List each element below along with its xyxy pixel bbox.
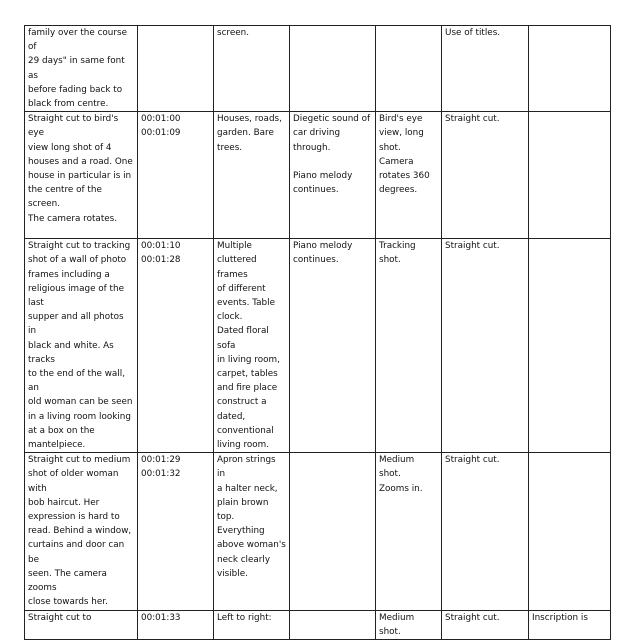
mise-en-scene-cell: screen. <box>214 26 290 112</box>
mise-en-scene-cell: Left to right: <box>214 610 290 639</box>
mise-en-scene-cell: Houses, roads, garden. Bare trees. <box>214 112 290 239</box>
editing-cell: Straight cut. <box>442 239 529 453</box>
camera-cell: Medium shot. Zooms in. <box>376 453 442 610</box>
shot-description-cell: Straight cut to <box>25 610 138 639</box>
table-row <box>25 453 611 610</box>
camera-cell: Tracking shot. <box>376 239 442 453</box>
sound-cell <box>290 26 376 112</box>
mise-en-scene-cell: Multiple cluttered frames of different events. Table clock. Dated floral sofa in living room, carpet, tables and fire place construct a dated, conventional living room. <box>214 239 290 453</box>
sound-cell: Diegetic sound of car driving through. Piano melody continues. <box>290 112 376 239</box>
timecode-cell: 00:01:00 00:01:09 <box>138 112 214 239</box>
shot-list-table <box>24 25 611 640</box>
camera-cell: Medium shot. <box>376 610 442 639</box>
editing-cell: Straight cut. <box>442 453 529 610</box>
shot-description-cell: Straight cut to medium shot of older woman with bob haircut. Her expression is hard to read. Behind a window, curtains and door can be seen. The camera zooms close towards her. <box>25 453 138 610</box>
notes-cell <box>529 453 611 610</box>
table-row <box>25 26 611 112</box>
editing-cell: Straight cut. <box>442 112 529 239</box>
editing-cell: Use of titles. <box>442 26 529 112</box>
notes-cell <box>529 26 611 112</box>
table-row <box>25 610 611 639</box>
notes-cell <box>529 239 611 453</box>
timecode-cell: 00:01:10 00:01:28 <box>138 239 214 453</box>
timecode-cell: 00:01:33 <box>138 610 214 639</box>
timecode-cell <box>138 26 214 112</box>
sound-cell <box>290 610 376 639</box>
shot-description-cell: Straight cut to bird's eye view long shot of 4 houses and a road. One house in particular is in the centre of the screen. The camera rotates. <box>25 112 138 239</box>
notes-cell: Inscription is <box>529 610 611 639</box>
table-row <box>25 239 611 453</box>
editing-cell: Straight cut. <box>442 610 529 639</box>
sound-cell <box>290 453 376 610</box>
mise-en-scene-cell: Apron strings in a halter neck, plain brown top. Everything above woman's neck clearly visible. <box>214 453 290 610</box>
camera-cell <box>376 26 442 112</box>
sound-cell: Piano melody continues. <box>290 239 376 453</box>
notes-cell <box>529 112 611 239</box>
shot-description-cell: family over the course of 29 days" in same font as before fading back to black from centre. <box>25 26 138 112</box>
camera-cell: Bird's eye view, long shot. Camera rotates 360 degrees. <box>376 112 442 239</box>
shot-description-cell: Straight cut to tracking shot of a wall of photo frames including a religious image of the last supper and all photos in black and white. As tracks to the end of the wall, an old woman can be seen in a living room looking at a box on the mantelpiece. <box>25 239 138 453</box>
timecode-cell: 00:01:29 00:01:32 <box>138 453 214 610</box>
table-row <box>25 112 611 239</box>
